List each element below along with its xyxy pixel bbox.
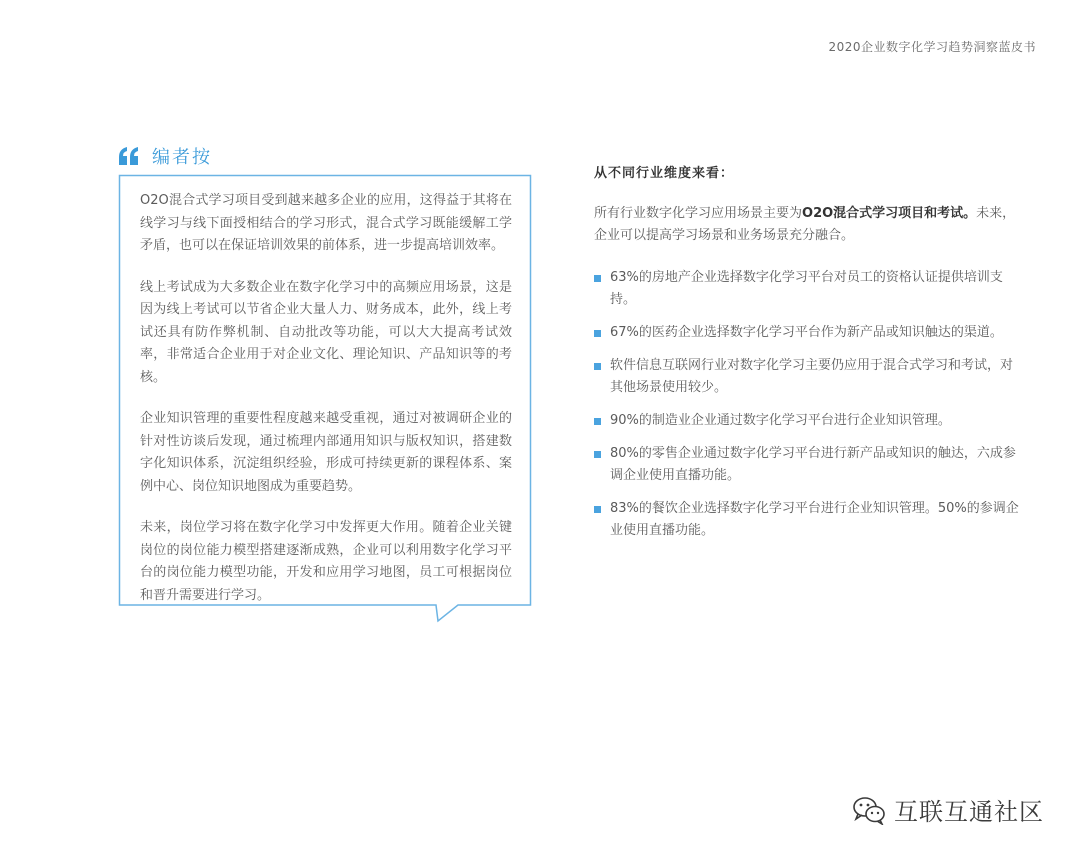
list-item-text: 80%的零售企业通过数字化学习平台进行新产品或知识的触达，六成参调企业使用直播功能。 [610,446,1016,483]
list-item [594,355,1024,399]
list-item [594,410,1024,432]
list-item-text: 软件信息互联网行业对数字化学习主要仍应用于混合式学习和考试，对其他场景使用较少。 [610,358,1014,395]
industry-section [594,162,1024,553]
editor-note-content [140,190,512,626]
list-item-text: 83%的餐饮企业选择数字化学习平台进行企业知识管理。50%的参调企业使用直播功能。 [610,501,1019,538]
list-item [594,267,1024,311]
list-item [594,443,1024,487]
square-bullet-icon [594,506,601,513]
list-item-text: 67%的医药企业选择数字化学习平台作为新产品或知识触达的渠道。 [610,325,1003,340]
editor-note-paragraph: O2O混合式学习项目受到越来越多企业的应用，这得益于其将在线学习与线下面授相结合的学习形式，混合式学习既能缓解工学矛盾，也可以在保证培训效果的前体系，进一步提高培训效率。 [140,193,512,253]
editor-note-paragraph: 未来，岗位学习将在数字化学习中发挥更大作用。随着企业关键岗位的岗位能力模型搭建逐渐成熟，企业可以利用数字化学习平台的岗位能力模型功能，开发和应用学习地图，员工可根据岗位和晋升需要进行学习。 [140,520,512,603]
wechat-icon [852,795,886,825]
square-bullet-icon [594,451,601,458]
editor-note-paragraph: 线上考试成为大多数企业在数字化学习中的高频应用场景，这是因为线上考试可以节省企业大量人力、财务成本，此外，线上考试还具有防作弊机制、自动批改等功能，可以大大提高考试效率，非常适合企业用于对企业文化、理论知识、产品知识等的考核。 [140,279,512,385]
editor-note-box [118,174,532,624]
square-bullet-icon [594,275,601,282]
square-bullet-icon [594,330,601,337]
industry-intro [594,203,1024,247]
industry-intro-suffix: 未来，企业可以提高学习场景和业务场景充分融合。 [594,206,1016,243]
quote-icon [118,145,140,167]
editor-note-paragraph: 企业知识管理的重要性程度越来越受重视，通过对被调研企业的针对性访谈后发现，通过梳理内部通用知识与版权知识，搭建数字化知识体系，沉淀组织经验，形成可持续更新的课程体系、案例中心、岗位知识地图成为重要趋势。 [140,411,512,494]
page-header-title: 2020企业数字化学习趋势洞察蓝皮书 [828,40,1036,54]
editor-note-heading [118,143,212,169]
list-item [594,498,1024,542]
list-item [594,322,1024,344]
industry-heading: 从不同行业维度来看： [594,166,735,181]
square-bullet-icon [594,418,601,425]
square-bullet-icon [594,363,601,370]
list-item-text: 90%的制造业企业通过数字化学习平台进行企业知识管理。 [610,413,951,428]
watermark-text: 互联互通社区 [894,798,1044,826]
list-item-text: 63%的房地产企业选择数字化学习平台对员工的资格认证提供培训支持。 [610,270,1003,307]
editor-note-title: 编者按 [152,147,212,168]
watermark [852,792,1044,827]
industry-intro-bold: O2O混合式学习项目和考试。 [802,206,977,221]
industry-bullet-list [594,267,1024,542]
industry-intro-prefix: 所有行业数字化学习应用场景主要为 [594,206,803,221]
